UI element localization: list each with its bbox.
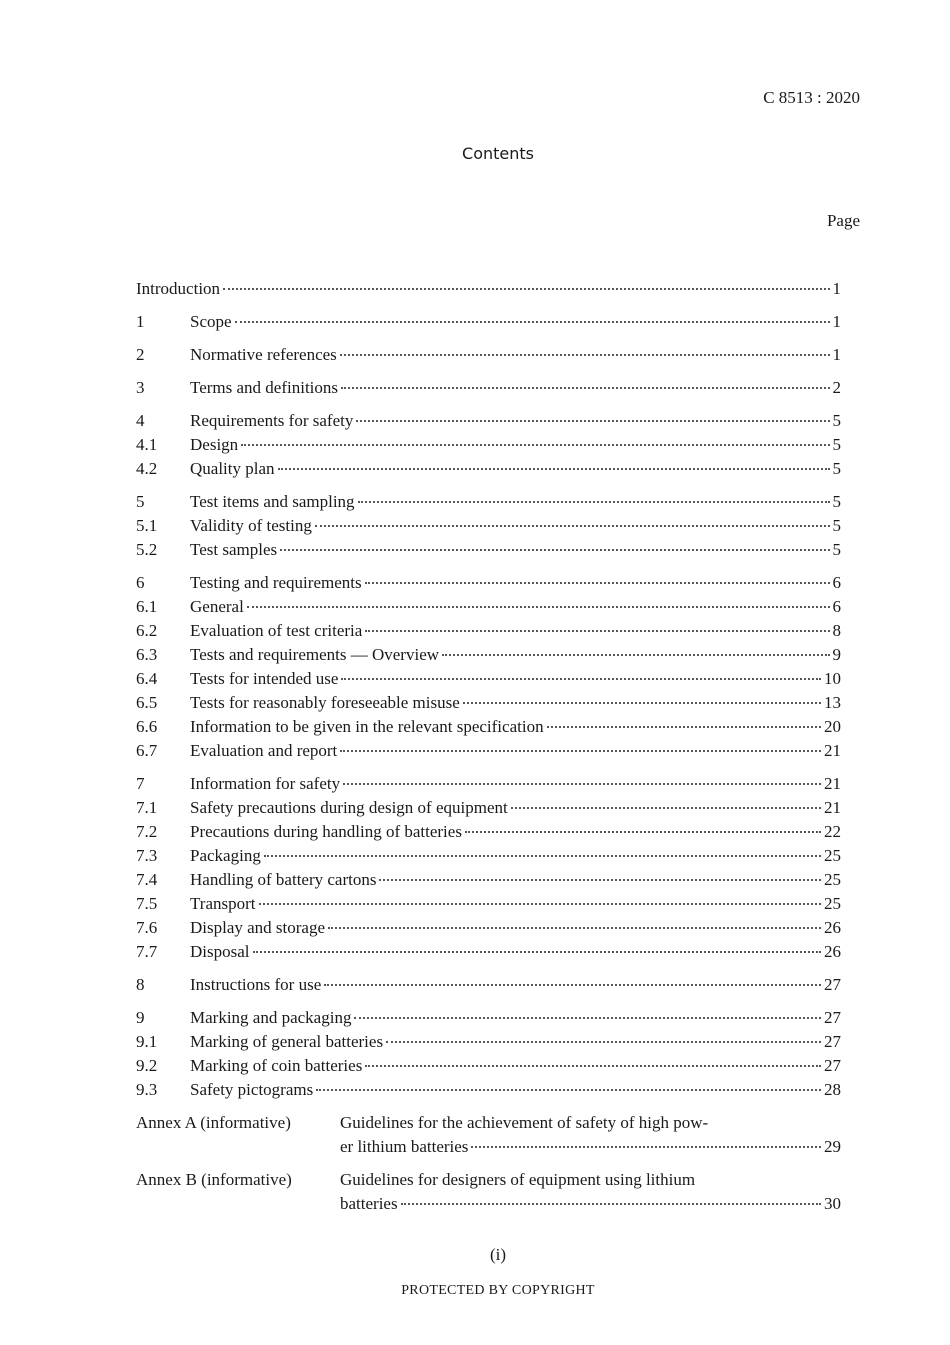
toc-annex-entry[interactable]: [136, 1168, 841, 1216]
toc-entry-number: 7.5: [136, 894, 158, 913]
toc-entry-page: 13: [824, 693, 841, 712]
dot-leader: [358, 501, 830, 503]
annex-page: 30: [824, 1194, 841, 1213]
annex-label: Annex A (informative): [136, 1113, 291, 1132]
toc-entry-number: 7: [136, 774, 145, 793]
toc-entry-number: 6.6: [136, 717, 158, 736]
dot-leader: [223, 288, 829, 290]
document-id: C 8513 : 2020: [763, 88, 860, 107]
toc-entry-page: 28: [824, 1080, 841, 1099]
dot-leader: [442, 654, 829, 656]
toc-entry[interactable]: [136, 514, 841, 538]
toc-entry-title: Disposal: [190, 942, 250, 961]
toc-entry-title: Terms and definitions: [190, 378, 339, 397]
toc-entry-number: 7.6: [136, 918, 158, 937]
toc-entry[interactable]: [136, 277, 841, 301]
toc-entry[interactable]: [136, 772, 841, 796]
toc-entry-title: Safety pictograms: [190, 1080, 314, 1099]
toc-entry[interactable]: [136, 1006, 841, 1030]
dot-leader: [354, 1017, 821, 1019]
toc-entry-number: 7.3: [136, 846, 158, 865]
toc-entry-page: 20: [824, 717, 841, 736]
toc-entry-number: 2: [136, 345, 145, 364]
dot-leader: [356, 420, 829, 422]
dot-leader: [247, 606, 830, 608]
toc-entry-page: 27: [824, 1032, 841, 1051]
dot-leader: [401, 1203, 821, 1205]
toc-entry[interactable]: [136, 796, 841, 820]
toc-entry-title: Display and storage: [190, 918, 326, 937]
dot-leader: [465, 831, 821, 833]
dot-leader: [259, 903, 822, 905]
toc-entry-number: 7.2: [136, 822, 158, 841]
toc-entry-number: 5: [136, 492, 145, 511]
toc-entry[interactable]: [136, 457, 841, 481]
toc-entry-number: 6.5: [136, 693, 158, 712]
toc-entry[interactable]: [136, 844, 841, 868]
dot-leader: [511, 807, 821, 809]
toc-entry-title: Tests and requirements — Overview: [190, 645, 440, 664]
toc-entry[interactable]: [136, 490, 841, 514]
toc-entry-page: 1: [832, 345, 841, 364]
toc-entry-number: 8: [136, 975, 145, 994]
dot-leader: [315, 525, 830, 527]
dot-leader: [278, 468, 830, 470]
toc-entry-page: 5: [832, 411, 841, 430]
annex-label: Annex B (informative): [136, 1170, 292, 1189]
toc-entry-number: 7.1: [136, 798, 158, 817]
toc-entry-title: Evaluation and report: [190, 741, 338, 760]
toc-entry[interactable]: [136, 310, 841, 334]
toc-entry[interactable]: [136, 973, 841, 997]
toc-entry-number: 6.7: [136, 741, 158, 760]
page-folio: (i): [489, 1245, 507, 1264]
dot-leader: [365, 1065, 821, 1067]
toc-entry-page: 21: [824, 774, 841, 793]
toc-entry-title: Test items and sampling: [190, 492, 355, 511]
toc-entry-page: 27: [824, 1008, 841, 1027]
toc-entry-number: 9: [136, 1008, 145, 1027]
dot-leader: [316, 1089, 821, 1091]
toc-entry-title: Information to be given in the relevant specification: [190, 717, 544, 736]
toc-entry-number: 6.1: [136, 597, 158, 616]
dot-leader: [235, 321, 830, 323]
toc-entry-number: 5.1: [136, 516, 158, 535]
toc-entry-title: Information for safety: [190, 774, 341, 793]
annex-title-last-line: [340, 1135, 841, 1159]
dot-leader: [264, 855, 821, 857]
toc-entry-number: 7.4: [136, 870, 158, 889]
dot-leader: [328, 927, 821, 929]
toc-entry-number: 9.1: [136, 1032, 158, 1051]
toc-entry-page: 6: [832, 597, 841, 616]
toc-entry-number: 1: [136, 312, 145, 331]
toc-entry-title: Instructions for use: [190, 975, 322, 994]
toc-entry[interactable]: [136, 739, 841, 763]
toc-entry-page: 26: [824, 918, 841, 937]
toc-entry-page: 21: [824, 798, 841, 817]
toc-entry-title: Requirements for safety: [190, 411, 354, 430]
toc-entry[interactable]: [136, 892, 841, 916]
toc-entry-title: Marking of general batteries: [190, 1032, 384, 1051]
toc-entry-page: 5: [832, 516, 841, 535]
toc-entry[interactable]: [136, 820, 841, 844]
dot-leader: [341, 678, 821, 680]
page-column-label: Page: [826, 211, 860, 230]
toc-entry-number: 9.3: [136, 1080, 158, 1099]
dot-leader: [463, 702, 821, 704]
toc-entry-title: General: [190, 597, 244, 616]
annex-title-line: Guidelines for the achievement of safety of high pow-: [340, 1113, 709, 1132]
toc-entry-number: 6.3: [136, 645, 158, 664]
annex-page: 29: [824, 1137, 841, 1156]
annex-title-line: Guidelines for designers of equipment using lithium: [340, 1170, 696, 1189]
toc-entry-page: 5: [832, 492, 841, 511]
toc-entry[interactable]: [136, 1030, 841, 1054]
toc-entry[interactable]: [136, 916, 841, 940]
toc-entry-title: Transport: [190, 894, 256, 913]
dot-leader: [471, 1146, 821, 1148]
toc-entry-title: Test samples: [190, 540, 278, 559]
toc-entry-title: Packaging: [190, 846, 261, 865]
toc-entry-number: 5.2: [136, 540, 158, 559]
toc-entry-page: 5: [832, 459, 841, 478]
dot-leader: [379, 879, 821, 881]
toc-entry[interactable]: [136, 538, 841, 562]
dot-leader: [340, 354, 830, 356]
dot-leader: [341, 387, 829, 389]
annex-title-block: [340, 1111, 841, 1159]
toc-entry-title: Handling of battery cartons: [190, 870, 377, 889]
toc-entry-title: Safety precautions during design of equipment: [190, 798, 508, 817]
toc-entry-title: Validity of testing: [190, 516, 312, 535]
toc-entry-title: Marking and packaging: [190, 1008, 352, 1027]
dot-leader: [253, 951, 822, 953]
toc-entry-title: Introduction: [136, 279, 221, 298]
toc-entry[interactable]: [136, 619, 841, 643]
toc-entry-page: 27: [824, 975, 841, 994]
toc-entry[interactable]: [136, 643, 841, 667]
dot-leader: [547, 726, 821, 728]
toc-entry-title: Scope: [190, 312, 232, 331]
toc-entry-title: Evaluation of test criteria: [190, 621, 363, 640]
page-title: Contents: [462, 144, 534, 163]
toc-entry-page: 5: [832, 540, 841, 559]
toc-entry-number: 7.7: [136, 942, 158, 961]
dot-leader: [343, 783, 821, 785]
toc-entry[interactable]: [136, 940, 841, 964]
dot-leader: [324, 984, 821, 986]
toc-entry[interactable]: [136, 715, 841, 739]
toc-entry-page: 5: [832, 435, 841, 454]
toc-entry-title: Tests for intended use: [190, 669, 339, 688]
toc-entry-title: Testing and requirements: [190, 573, 362, 592]
toc-entry[interactable]: [136, 691, 841, 715]
toc-entry-page: 21: [824, 741, 841, 760]
toc-entry-page: 22: [824, 822, 841, 841]
toc-entry-number: 4: [136, 411, 145, 430]
dot-leader: [241, 444, 829, 446]
copyright-notice: PROTECTED BY COPYRIGHT: [401, 1283, 595, 1298]
annex-title-line: batteries: [340, 1194, 398, 1213]
toc-entry-title: Normative references: [190, 345, 337, 364]
toc-entry-title: Design: [190, 435, 239, 454]
toc-entry-number: 6: [136, 573, 145, 592]
toc-entry-number: 9.2: [136, 1056, 158, 1075]
annex-title-last-line: [340, 1192, 841, 1216]
toc-annex-entry[interactable]: [136, 1111, 841, 1159]
dot-leader: [280, 549, 829, 551]
toc-entry-title: Precautions during handling of batteries: [190, 822, 462, 841]
toc-entry-page: 2: [832, 378, 841, 397]
toc-entry[interactable]: [136, 376, 841, 400]
toc-entry[interactable]: [136, 1078, 841, 1102]
toc-entry-title: Marking of coin batteries: [190, 1056, 363, 1075]
toc-entry-page: 8: [832, 621, 841, 640]
toc-entry-page: 25: [824, 870, 841, 889]
toc-entry[interactable]: [136, 868, 841, 892]
toc-entry[interactable]: [136, 667, 841, 691]
toc-entry-page: 25: [824, 894, 841, 913]
toc-entry-page: 10: [824, 669, 841, 688]
toc-entry-page: 9: [832, 645, 841, 664]
toc-entry-page: 27: [824, 1056, 841, 1075]
toc-entry[interactable]: [136, 571, 841, 595]
toc-entry[interactable]: [136, 1054, 841, 1078]
dot-leader: [386, 1041, 821, 1043]
toc-entry-number: 4.2: [136, 459, 158, 478]
toc-entry-page: 26: [824, 942, 841, 961]
toc-entry-number: 4.1: [136, 435, 158, 454]
toc-entry-page: 6: [832, 573, 841, 592]
toc-entry-number: 3: [136, 378, 145, 397]
toc-entry-page: 1: [832, 312, 841, 331]
toc-entry[interactable]: [136, 343, 841, 367]
toc-entry-title: Quality plan: [190, 459, 275, 478]
toc-entry[interactable]: [136, 433, 841, 457]
toc-entry-number: 6.2: [136, 621, 158, 640]
toc-entry[interactable]: [136, 409, 841, 433]
toc-entry[interactable]: [136, 595, 841, 619]
dot-leader: [365, 582, 830, 584]
toc-entry-number: 6.4: [136, 669, 158, 688]
toc-entry-title: Tests for reasonably foreseeable misuse: [190, 693, 460, 712]
dot-leader: [340, 750, 821, 752]
table-of-contents: [136, 277, 841, 1216]
annex-title-block: [340, 1168, 841, 1216]
toc-entry-page: 25: [824, 846, 841, 865]
dot-leader: [365, 630, 829, 632]
toc-entry-page: 1: [832, 279, 841, 298]
annex-title-line: er lithium batteries: [340, 1137, 469, 1156]
